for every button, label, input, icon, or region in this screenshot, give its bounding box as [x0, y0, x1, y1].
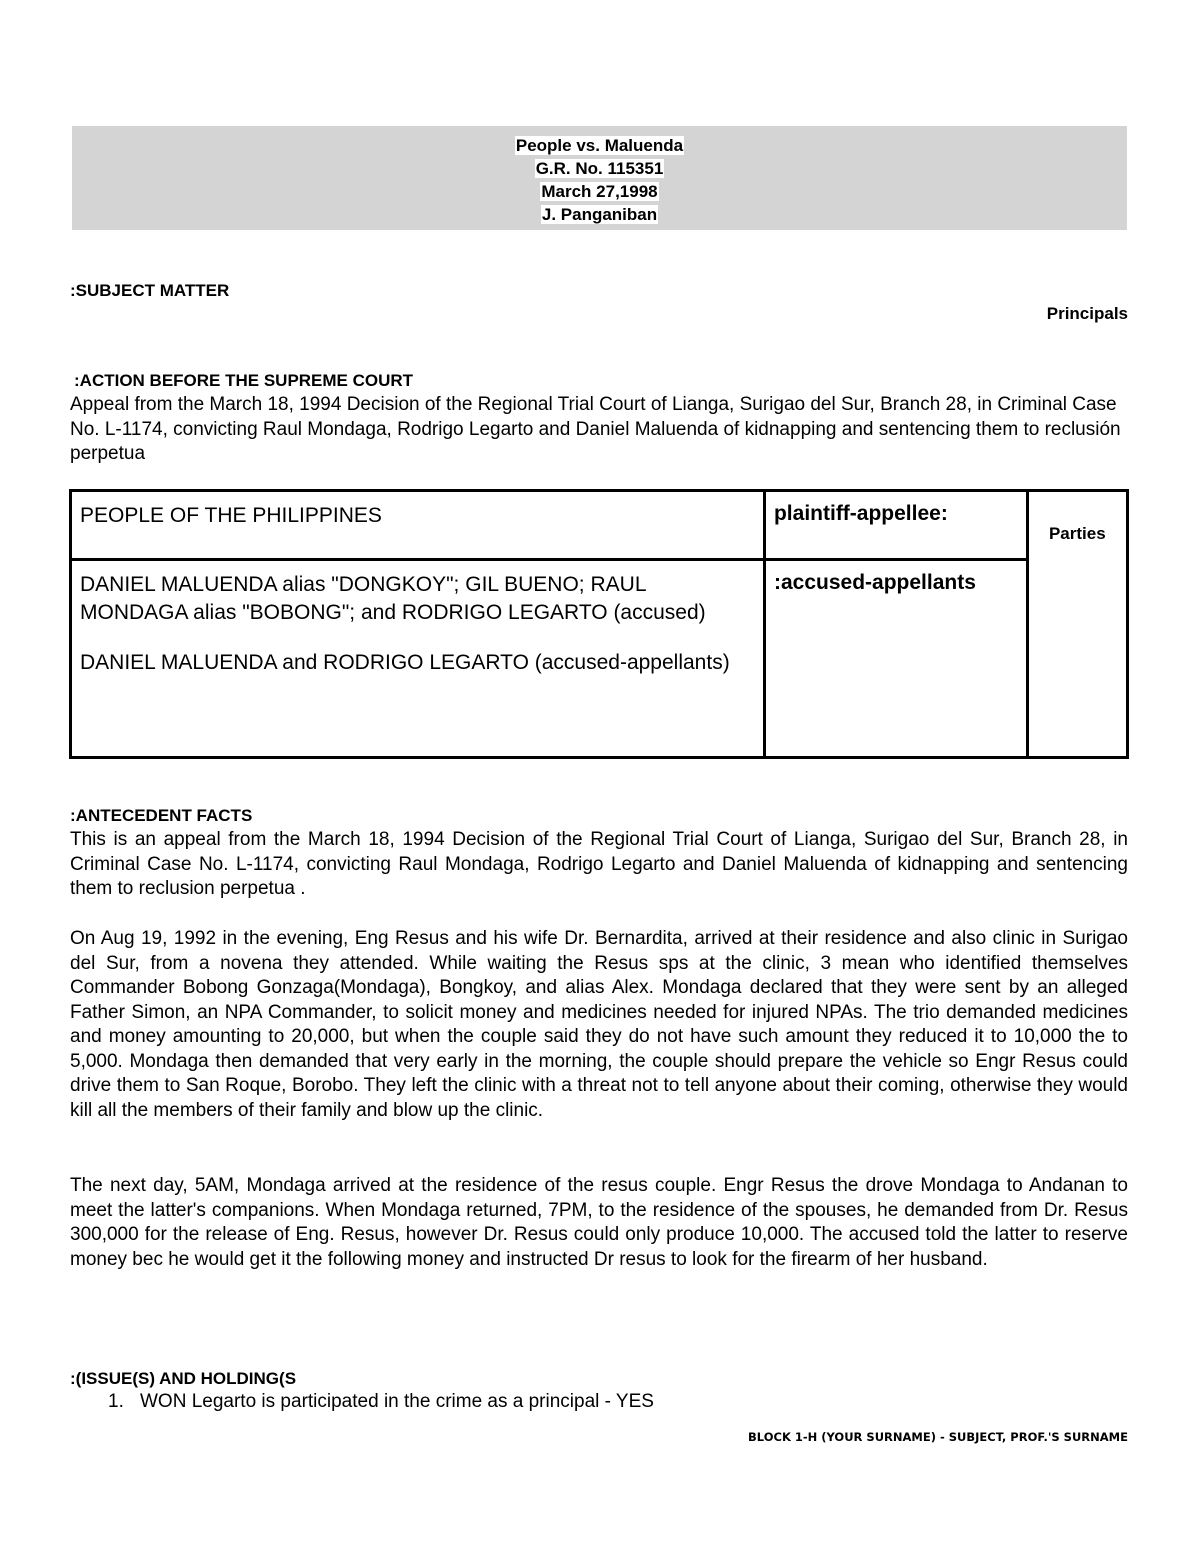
accused-role-cell	[764, 560, 1027, 758]
parties-table	[69, 489, 1129, 759]
antecedent-label: :ANTECEDENT FACTS	[70, 806, 253, 825]
antecedent-paragraph-3: The next day, 5AM, Mondaga arrived at the residence of the resus couple. Engr Resus the drove Mondaga to Andanan to meet the latter's companions. When Mondaga returned, 7PM, to the residence of the spouses, he demanded from Dr. Resus 300,000 for the release of Eng. Resus, however Dr. Resus could only produce 10,000. The accused told the latter to reserve money bec he would get it the following money and instructed Dr resus to look for the firearm of her husband.	[70, 1175, 1128, 1270]
plaintiff-role-cell	[764, 491, 1027, 560]
action-text: Appeal from the March 18, 1994 Decision of the Regional Trial Court of Lianga, Surigao del Sur, Branch 28, in Criminal Case No. L-1174, convicting Raul Mondaga, Rodrigo Legarto and Daniel Maluenda of kidnapping and sentencing them to reclusión perpetua	[70, 394, 1121, 464]
page-footer: BLOCK 1-H (YOUR SURNAME) - SUBJECT, PROF.'S SURNAME	[748, 1430, 1128, 1444]
gr-number: G.R. No. 115351	[535, 159, 664, 178]
action-label: :ACTION BEFORE THE SUPREME COURT	[74, 371, 414, 390]
plaintiff-role: plaintiff-appellee:	[773, 502, 948, 525]
plaintiff-cell	[71, 491, 765, 560]
appellant-names: DANIEL MALUENDA and RODRIGO LEGARTO (accused-appellants)	[80, 651, 730, 674]
ponente: J. Panganiban	[541, 205, 658, 224]
issue-number: 1.	[108, 1391, 124, 1412]
issues-label: :(ISSUE(S) AND HOLDING(S	[70, 1369, 297, 1388]
plaintiff-name: PEOPLE OF THE PHILIPPINES	[80, 504, 382, 527]
subject-matter-value: Principals	[1046, 304, 1128, 323]
antecedent-paragraph-2: On Aug 19, 1992 in the evening, Eng Resus and his wife Dr. Bernardita, arrived at their residence and also clinic in Surigao del Sur, from a novena they attended. While waiting the Resus sps at the clinic, 3 mean who identified themselves Commander Bobong Gonzaga(Mondaga), Bongkoy, and alias Alex. Mondaga declared that they were sent by an alleged Father Simon, an NPA Commander, to solicit money and medicines needed for injured NPAs. The trio demanded medicines and money amounting to 20,000, but when the couple said they do not have such amount they reduced it to 10,000 the to 5,000. Mondaga then demanded that very early in the morning, the couple should prepare the vehicle so Engr Resus could drive them to San Roque, Borobo. They left the clinic with a threat not to tell anyone about their coming, otherwise they would kill all the members of their family and blow up the clinic.	[70, 928, 1128, 1121]
accused-names: DANIEL MALUENDA alias "DONGKOY"; GIL BUENO; RAUL MONDAGA alias "BOBONG"; and RODRIGO LEGARTO (accused)	[80, 573, 706, 624]
parties-label: Parties	[1048, 524, 1106, 543]
antecedent-paragraph-1: This is an appeal from the March 18, 1994 Decision of the Regional Trial Court of Lianga, Surigao del Sur, Branch 28, in Criminal Case No. L-1174, convicting Raul Mondaga, Rodrigo Legarto and Daniel Maluenda of kidnapping and sentencing them to reclusion perpetua .	[70, 829, 1128, 899]
accused-role: :accused-appellants	[773, 571, 976, 594]
case-title: People vs. Maluenda	[515, 136, 684, 155]
parties-label-cell	[1027, 491, 1127, 758]
issue-item	[108, 1391, 654, 1413]
issue-text: WON Legarto is participated in the crime as a principal - YES	[140, 1391, 654, 1412]
case-header	[72, 126, 1127, 230]
decision-date: March 27,1998	[541, 182, 658, 201]
subject-matter-label: :SUBJECT MATTER	[70, 281, 230, 300]
accused-cell	[71, 560, 765, 758]
